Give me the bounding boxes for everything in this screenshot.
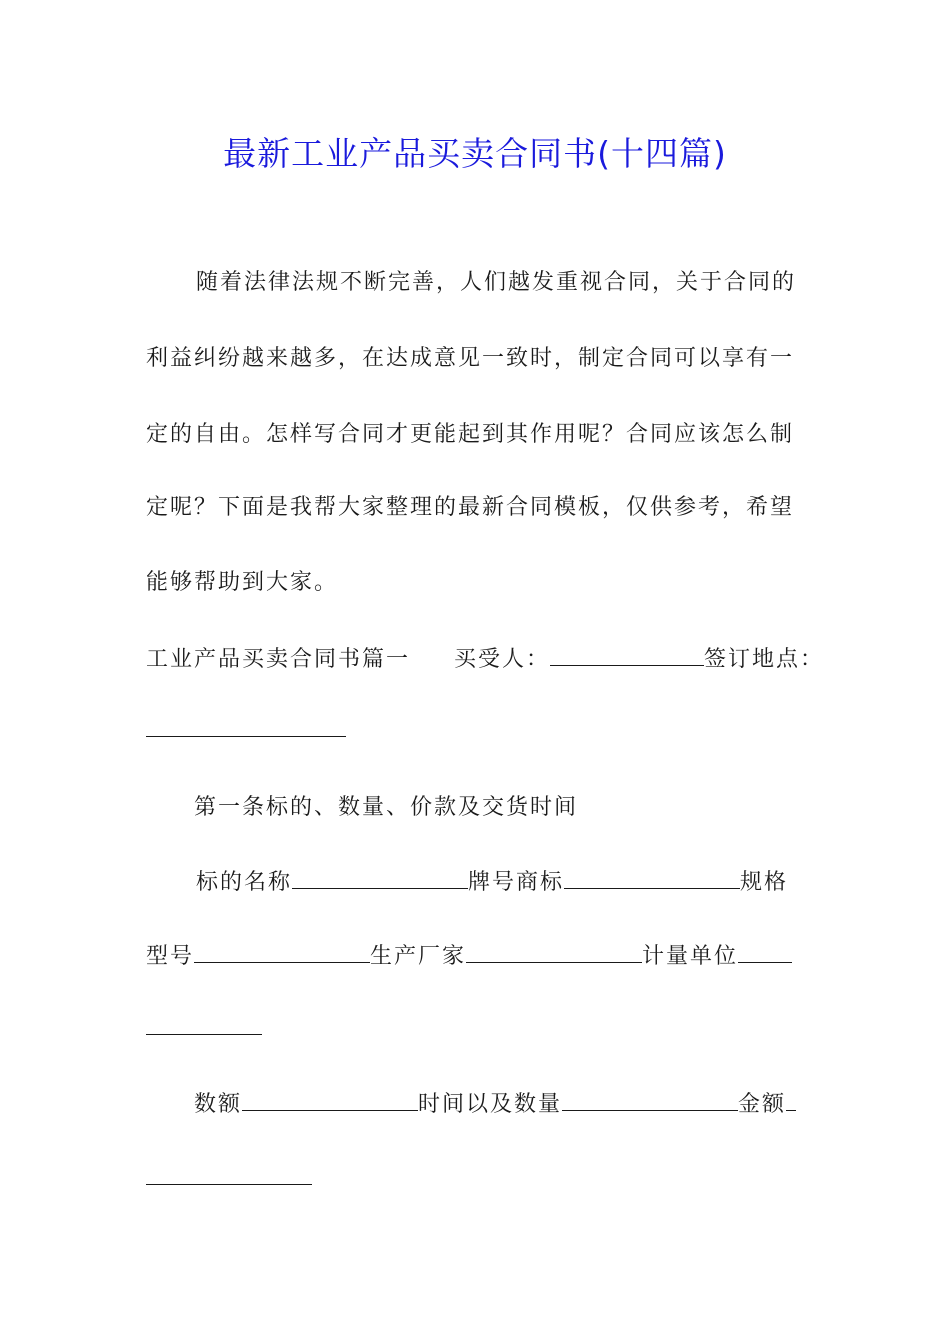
model-blank[interactable] (194, 942, 370, 963)
time-qty-label: 时间以及数量 (418, 1092, 563, 1117)
buyer-blank[interactable] (550, 645, 704, 666)
product-row-1 (196, 868, 788, 898)
intro-line-3: 定的自由。怎样写合同才更能起到其作用呢？合同应该怎么制 (146, 422, 795, 447)
money-blank-row (146, 1164, 312, 1194)
intro-line-1: 随着法律法规不断完善，人们越发重视合同，关于合同的 (196, 270, 797, 295)
amount-label: 数额 (194, 1092, 243, 1117)
brand-blank[interactable] (564, 868, 740, 889)
intro-line-2: 利益纠纷越来越多，在达成意见一致时，制定合同可以享有一 (146, 346, 795, 371)
name-blank[interactable] (292, 868, 468, 889)
maker-blank[interactable] (466, 942, 642, 963)
maker-label: 生产厂家 (370, 944, 467, 969)
unit-blank[interactable] (738, 942, 792, 963)
time-qty-blank[interactable] (562, 1090, 738, 1111)
buyer-label: 买受人： (454, 647, 551, 672)
amount-blank[interactable] (242, 1090, 418, 1111)
money-blank-continued[interactable] (146, 1164, 312, 1185)
article1-heading: 第一条标的、数量、价款及交货时间 (194, 795, 579, 820)
intro-line-4: 定呢？下面是我帮大家整理的最新合同模板，仅供参考，希望 (146, 495, 795, 520)
section-heading-row (146, 645, 824, 675)
unit-blank-continued[interactable] (146, 1014, 262, 1035)
unit-label: 计量单位 (642, 944, 739, 969)
money-blank[interactable] (786, 1090, 796, 1111)
section-heading: 工业产品买卖合同书篇一 (146, 647, 411, 672)
name-label: 标的名称 (196, 870, 293, 895)
sign-place-blank-row (146, 716, 346, 746)
spec-label: 规格 (740, 870, 789, 895)
sign-place-label: 签订地点： (704, 647, 825, 672)
intro-line-5: 能够帮助到大家。 (146, 570, 339, 595)
document-title: 最新工业产品买卖合同书(十四篇) (223, 134, 727, 173)
unit-blank-row (146, 1014, 262, 1044)
sign-place-blank[interactable] (146, 716, 346, 737)
brand-label: 牌号商标 (468, 870, 565, 895)
model-label: 型号 (146, 944, 195, 969)
product-row-3 (194, 1090, 796, 1120)
product-row-2 (146, 942, 792, 972)
money-label: 金额 (738, 1092, 787, 1117)
